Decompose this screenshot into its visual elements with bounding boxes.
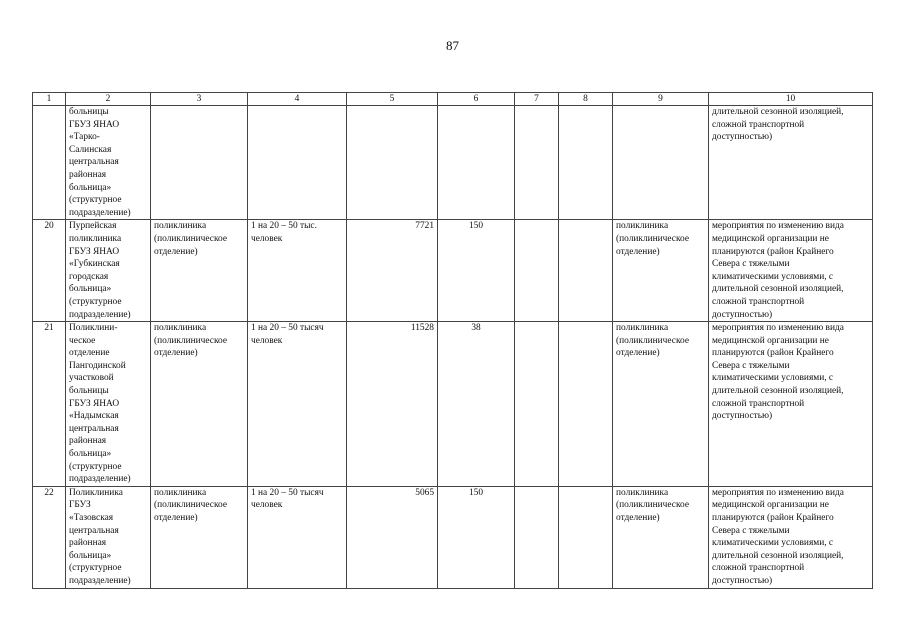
organization-name-cell: больницы ГБУЗ ЯНАО «Тарко- Салинская центральная районная больница» (структурное подразделение) <box>66 106 151 220</box>
table-row <box>33 322 873 487</box>
column-7-cell <box>515 486 559 588</box>
distance-cell: 38 <box>438 322 515 487</box>
target-type-cell <box>613 106 709 220</box>
row-number-cell <box>33 106 66 220</box>
norm-cell: 1 на 20 – 50 тысяч человек <box>248 486 347 588</box>
column-7-cell <box>515 322 559 487</box>
organization-name-cell: Пурпейская поликлиника ГБУЗ ЯНАО «Губкинская городская больница» (структурное подразделение) <box>66 220 151 322</box>
distance-cell: 150 <box>438 486 515 588</box>
population-cell: 7721 <box>347 220 438 322</box>
table-row <box>33 220 873 322</box>
measures-cell: мероприятия по изменению вида медицинской организации не планируются (район Крайнего Севера с тяжелыми климатическими условиями, с длительной сезонной изоляцией, сложной транспортной доступностью) <box>709 486 873 588</box>
column-header: 7 <box>515 93 559 106</box>
organization-name-cell: Поликлини- ческое отделение Пангодинской участковой больницы ГБУЗ ЯНАО «Надымская центральная районная больница» (структурное подразделение) <box>66 322 151 487</box>
data-table <box>32 92 873 589</box>
target-type-cell: поликлиника (поликлиническое отделение) <box>613 486 709 588</box>
organization-name-cell: Поликлиника ГБУЗ «Тазовская центральная районная больница» (структурное подразделение) <box>66 486 151 588</box>
table-row <box>33 486 873 588</box>
measures-cell: мероприятия по изменению вида медицинской организации не планируются (район Крайнего Севера с тяжелыми климатическими условиями, с длительной сезонной изоляцией, сложной транспортной доступностью) <box>709 322 873 487</box>
table-row <box>33 106 873 220</box>
column-8-cell <box>559 322 613 487</box>
population-cell: 11528 <box>347 322 438 487</box>
column-7-cell <box>515 220 559 322</box>
column-header: 3 <box>151 93 248 106</box>
column-header: 10 <box>709 93 873 106</box>
column-8-cell <box>559 486 613 588</box>
column-8-cell <box>559 220 613 322</box>
row-number-cell: 21 <box>33 322 66 487</box>
current-type-cell: поликлиника (поликлиническое отделение) <box>151 220 248 322</box>
current-type-cell: поликлиника (поликлиническое отделение) <box>151 486 248 588</box>
population-cell <box>347 106 438 220</box>
target-type-cell: поликлиника (поликлиническое отделение) <box>613 220 709 322</box>
distance-cell: 150 <box>438 220 515 322</box>
column-header: 4 <box>248 93 347 106</box>
column-7-cell <box>515 106 559 220</box>
table-header-row <box>33 93 873 106</box>
page-number: 87 <box>446 38 459 53</box>
current-type-cell <box>151 106 248 220</box>
measures-cell: длительной сезонной изоляцией, сложной транспортной доступностью) <box>709 106 873 220</box>
column-header: 8 <box>559 93 613 106</box>
distance-cell <box>438 106 515 220</box>
row-number-cell: 20 <box>33 220 66 322</box>
target-type-cell: поликлиника (поликлиническое отделение) <box>613 322 709 487</box>
column-header: 1 <box>33 93 66 106</box>
column-header: 5 <box>347 93 438 106</box>
column-8-cell <box>559 106 613 220</box>
population-cell: 5065 <box>347 486 438 588</box>
norm-cell <box>248 106 347 220</box>
column-header: 9 <box>613 93 709 106</box>
column-header: 2 <box>66 93 151 106</box>
norm-cell: 1 на 20 – 50 тыс. человек <box>248 220 347 322</box>
current-type-cell: поликлиника (поликлиническое отделение) <box>151 322 248 487</box>
norm-cell: 1 на 20 – 50 тысяч человек <box>248 322 347 487</box>
measures-cell: мероприятия по изменению вида медицинской организации не планируются (район Крайнего Севера с тяжелыми климатическими условиями, с длительной сезонной изоляцией, сложной транспортной доступностью) <box>709 220 873 322</box>
column-header: 6 <box>438 93 515 106</box>
row-number-cell: 22 <box>33 486 66 588</box>
